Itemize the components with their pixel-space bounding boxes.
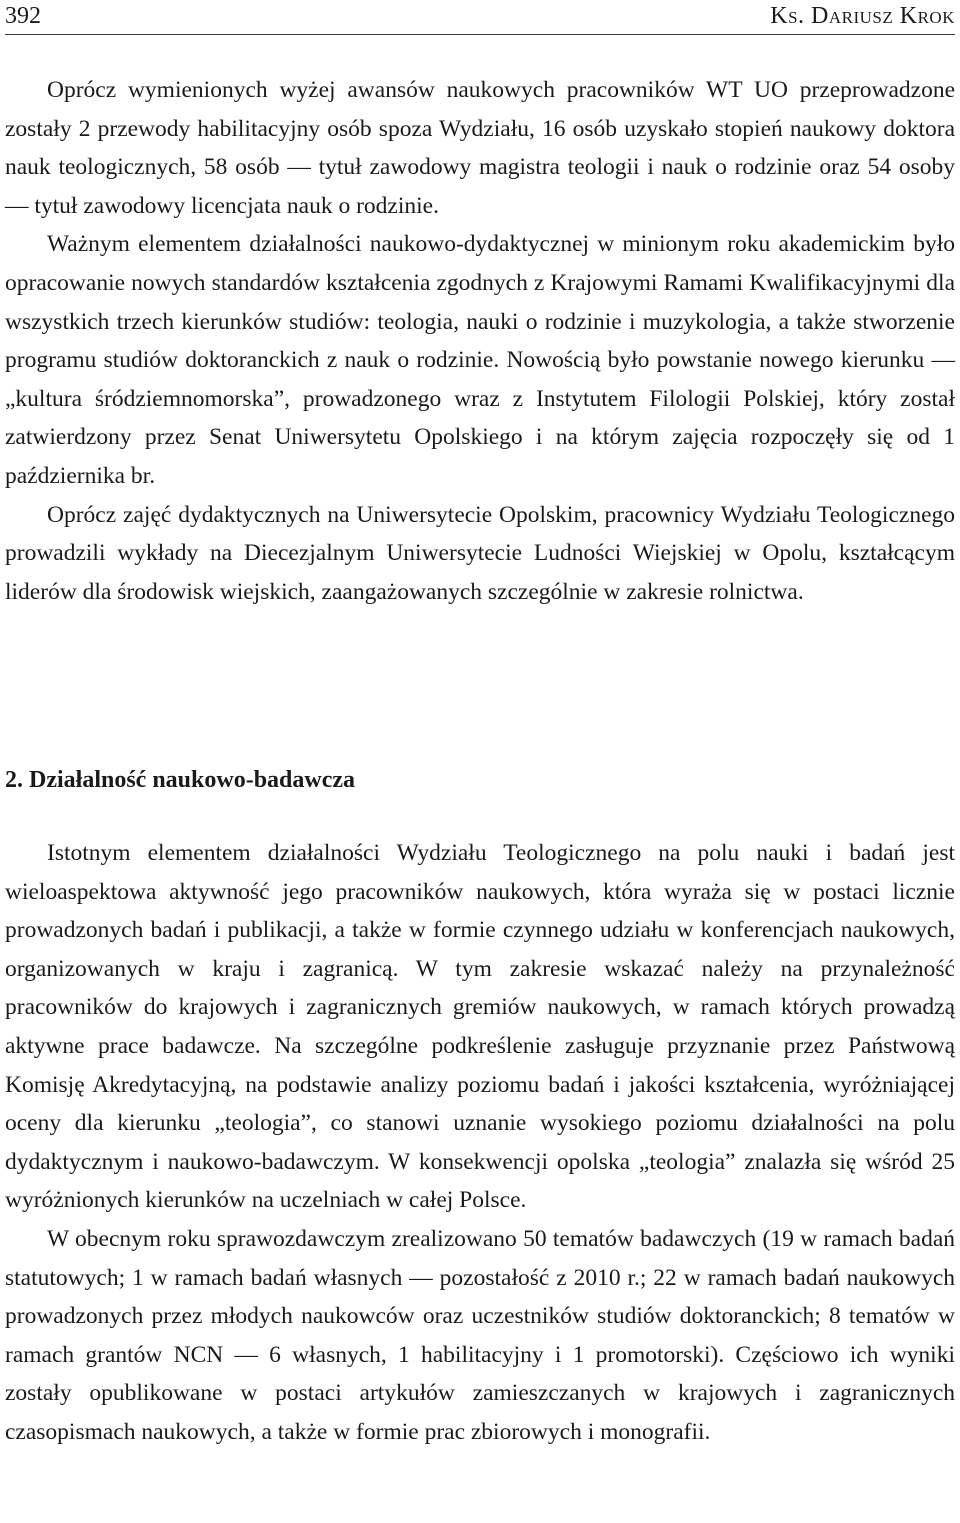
paragraph-standards: Ważnym elementem działalności naukowo-dydaktycznej w minionym roku akademickim było opracowanie nowych standardów kształcenia zgodnych z Krajowymi Ramami Kwalifikacyjnymi dla wszystkich trzech kierunków studiów: teologia, nauki o rodzinie i muzykologia, a także stworzenie programu studiów doktoranckich z nauk o rodzinie. Nowością było powstanie nowego kierunku — „kultura śródziemnomorska”, prowadzonego wraz z Instytutem Filologii Polskiej, który został zatwierdzony przez Senat Uniwersytetu Opolskiego i na którym zajęcia rozpoczęły się od 1 października br. [5,231,955,489]
running-head: Ks. Dariusz Krok [770,3,955,29]
paragraph-lectures: Oprócz zajęć dydaktycznych na Uniwersytecie Opolskim, pracownicy Wydziału Teologicznego prowadzili wykłady na Diecezjalnym Uniwersytecie Ludności Wiejskiej w Opolu, kształcącym liderów dla środowisk wiejskich, zaangażowanych szczególnie w zakresie rolnictwa. [5,501,955,605]
section-heading: 2. Działalność naukowo-badawcza [5,767,356,793]
paragraph-research-activity: Istotnym elementem działalności Wydziału Teologicznego na polu nauki i badań jest wieloaspektowa aktywność jego pracowników naukowych, która wyraża się w postaci licznie prowadzonych badań i publikacji, a także w formie czynnego udziału w konferencjach naukowych, organizowanych w kraju i zagranicą. W tym zakresie wskazać należy na przynależność pracowników do krajowych i zagranicznych gremiów naukowych, w ramach których prowadzą aktywne prace badawcze. Na szczególne podkreślenie zasługuje przyznanie przez Państwową Komisję Akredytacyjną, na podstawie analizy poziomu badań i jakości kształcenia, wyróżniającej oceny dla kierunku „teologia”, co stanowi uznanie wysokiego poziomu działalności na polu dydaktycznym i naukowo-badawczym. W konsekwencji opolska „teologia” znalazła się wśród 25 wyróżnionych kierunków na uczelniach w całej Polsce. [5,840,955,1214]
research-section [5,834,955,1452]
page-header [5,0,955,35]
page-number: 392 [5,3,41,29]
paragraph-research-topics: W obecnym roku sprawozdawczym zrealizowano 50 tematów badawczych (19 w ramach badań statutowych; 1 w ramach badań własnych — pozostałość z 2010 r.; 22 w ramach badań naukowych prowadzonych przez młodych naukowców oraz uczestników studiów doktoranckich; 8 tematów w ramach grantów NCN — 6 własnych, 1 habilitacyjny i 1 promotorski). Częściowo ich wyniki zostały opublikowane w postaci artykułów zamieszczanych w krajowych i zagranicznych czasopismach naukowych, a także w formie prac zbiorowych i monografii. [5,1225,955,1445]
intro-section [5,71,955,611]
paragraph-promotions: Oprócz wymienionych wyżej awansów naukowych pracowników WT UO przeprowadzone zostały 2 przewody habilitacyjny osób spoza Wydziału, 16 osób uzyskało stopień naukowy doktora nauk teologicznych, 58 osób — tytuł zawodowy magistra teologii i nauk o rodzinie oraz 54 osoby — tytuł zawodowy licencjata nauk o rodzinie. [5,77,955,219]
